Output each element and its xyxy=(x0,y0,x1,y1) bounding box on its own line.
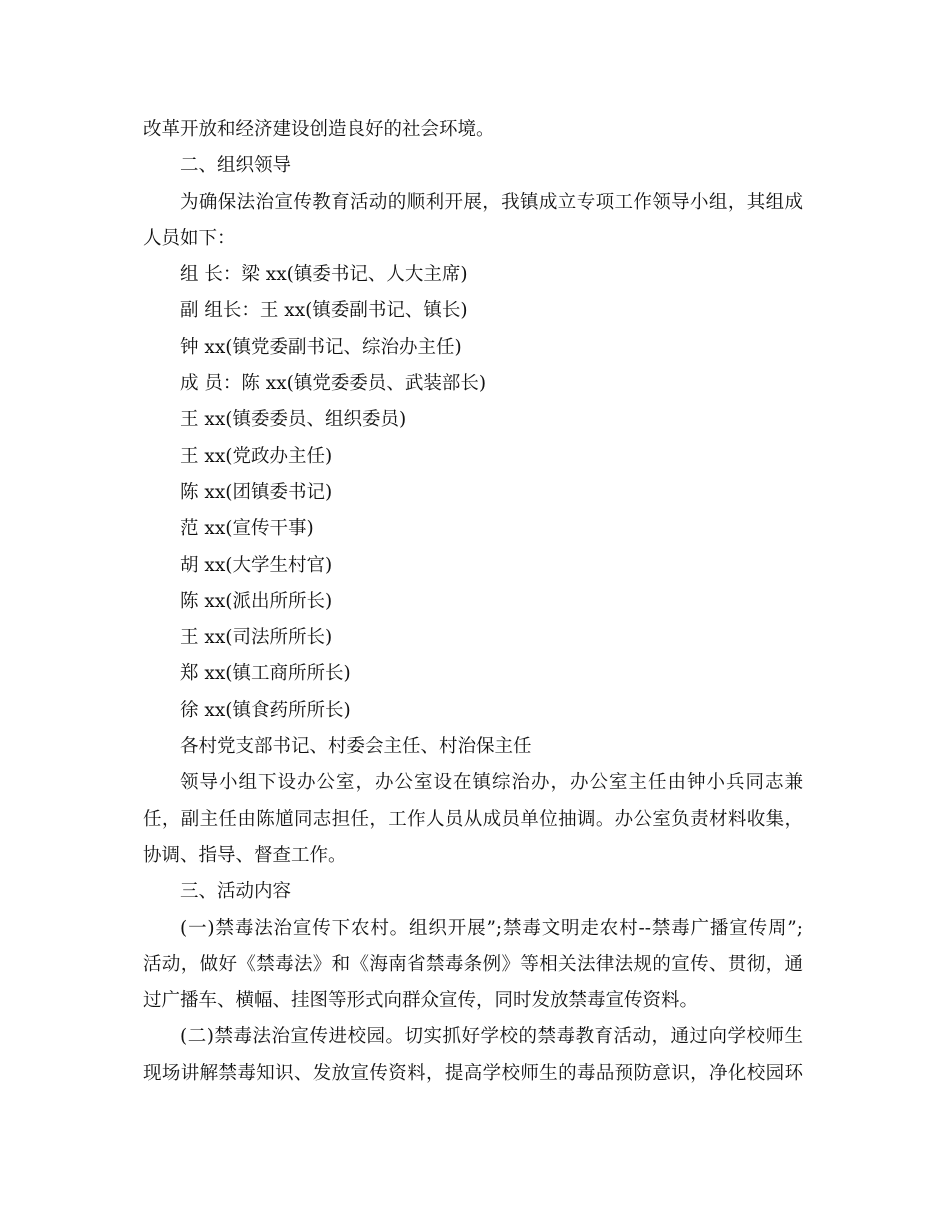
text-line: 协调、指导、督查工作。 xyxy=(143,844,347,866)
text-line: 组 长：梁 xx(镇委书记、人大主席) xyxy=(180,264,468,286)
text-line: 过广播车、横幅、挂图等形式向群众宣传，同时发放禁毒宣传资料。 xyxy=(143,990,699,1012)
text-line: 钟 xx(镇党委副书记、综治办主任) xyxy=(180,336,462,358)
text-line: 各村党支部书记、村委会主任、村治保主任 xyxy=(180,736,532,758)
text-line: (一)禁毒法治宣传下农村。组织开展”;禁毒文明走农村--禁毒广播宣传周”; xyxy=(180,917,803,939)
text-line: 陈 xx(派出所所长) xyxy=(180,590,333,612)
text-line: 人员如下： xyxy=(143,227,236,249)
text-line: 改革开放和经济建设创造良好的社会环境。 xyxy=(143,119,495,140)
text-line: (二)禁毒法治宣传进校园。切实抓好学校的禁毒教育活动，通过向学校师生 xyxy=(180,1026,803,1048)
text-line: 王 xx(司法所所长) xyxy=(180,627,333,649)
text-line: 郑 xx(镇工商所所长) xyxy=(180,663,351,685)
text-line: 徐 xx(镇食药所所长) xyxy=(180,699,351,721)
document-body xyxy=(143,112,803,1092)
text-line: 副 组长：王 xx(镇委副书记、镇长) xyxy=(180,300,468,322)
text-line: 活动，做好《禁毒法》和《海南省禁毒条例》等相关法律法规的宣传、贯彻，通 xyxy=(143,953,803,975)
text-line: 领导小组下设办公室，办公室设在镇综治办，办公室主任由钟小兵同志兼 xyxy=(180,772,803,794)
text-line: 范 xx(宣传干事) xyxy=(180,518,314,540)
text-line: 成 员：陈 xx(镇党委委员、武装部长) xyxy=(180,373,487,395)
text-line: 陈 xx(团镇委书记) xyxy=(180,481,333,503)
text-line: 为确保法治宣传教育活动的顺利开展，我镇成立专项工作领导小组，其组成 xyxy=(180,191,803,213)
text-line: 三、活动内容 xyxy=(180,881,292,903)
text-line: 胡 xx(大学生村官) xyxy=(180,554,333,576)
text-line: 现场讲解禁毒知识、发放宣传资料，提高学校师生的毒品预防意识，净化校园环 xyxy=(143,1062,803,1084)
text-line: 王 xx(党政办主任) xyxy=(180,445,333,467)
text-line: 二、组织领导 xyxy=(180,155,292,177)
text-line: 王 xx(镇委委员、组织委员) xyxy=(180,409,407,431)
text-line: 任，副主任由陈馗同志担任，工作人员从成员单位抽调。办公室负责材料收集， xyxy=(143,808,803,830)
